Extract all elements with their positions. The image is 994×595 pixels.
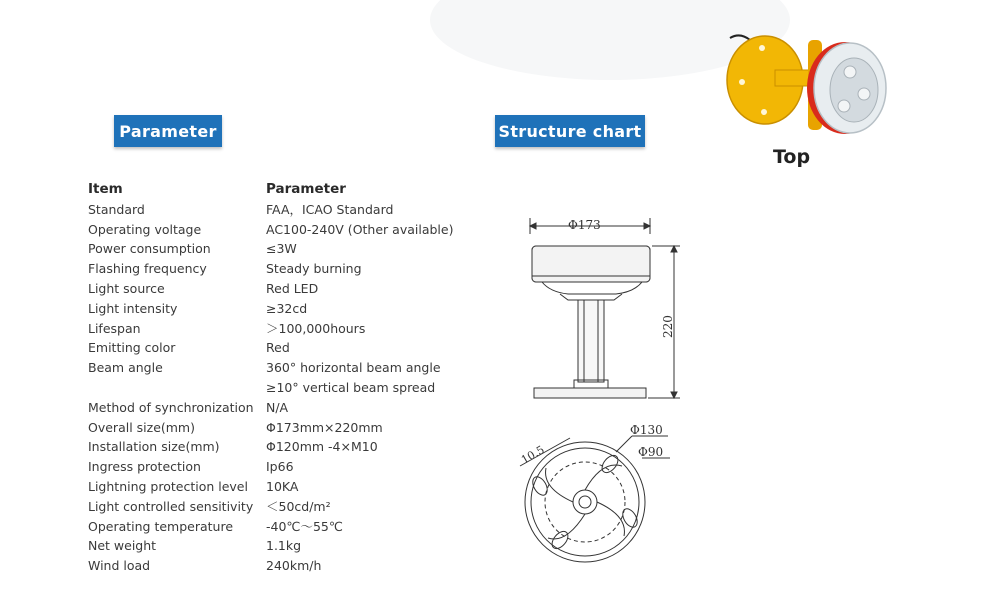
row-value: Φ173mm×220mm	[266, 419, 383, 435]
row-value: AC100-240V (Other available)	[266, 221, 454, 237]
dim-diameter-label: Φ173	[568, 218, 601, 232]
row-item: Power consumption	[88, 241, 211, 257]
row-value: FAA，ICAO Standard	[266, 201, 394, 217]
dim-outer-label: Φ130	[630, 423, 663, 437]
row-value: ≥10° vertical beam spread	[266, 379, 436, 395]
row-item: Beam angle	[88, 360, 163, 376]
top-view-drawing	[510, 420, 690, 580]
row-value: Red	[266, 340, 290, 356]
row-item: Lifespan	[88, 320, 141, 336]
row-value: -40℃～55℃	[266, 518, 343, 534]
row-item: Lightning protection level	[88, 478, 248, 494]
row-item: Installation size(mm)	[88, 439, 220, 455]
row-value: ≤3W	[266, 241, 297, 257]
base-flange	[534, 388, 646, 398]
dim-offset-label: 10.5	[519, 443, 547, 467]
row-item: Ingress protection	[88, 459, 201, 475]
row-item: Operating voltage	[88, 221, 202, 237]
side-view-drawing	[520, 210, 720, 410]
row-item: Method of synchronization	[88, 399, 254, 415]
row-value: Ip66	[266, 459, 294, 475]
row-value: 1.1kg	[266, 538, 302, 554]
row-item: Standard	[88, 201, 145, 217]
row-value: Red LED	[266, 280, 319, 296]
row-item: Emitting color	[88, 340, 176, 356]
structure-chart-section-button[interactable]: Structure chart	[495, 115, 645, 147]
row-value: ＜50cd/m²	[266, 498, 331, 514]
row-value: Φ120mm -4×M10	[266, 439, 378, 455]
center-hub	[573, 490, 597, 514]
row-value: ＞100,000hours	[266, 320, 366, 336]
row-item: Overall size(mm)	[88, 419, 195, 435]
row-value: ≥32cd	[266, 300, 308, 316]
row-item: Operating temperature	[88, 518, 234, 534]
row-item: Light controlled sensitivity	[88, 498, 254, 514]
dim-inner-label: Φ90	[638, 445, 664, 459]
header-parameter: Parameter	[266, 181, 346, 197]
row-item: Net weight	[88, 538, 157, 554]
row-value: 360° horizontal beam angle	[266, 360, 441, 376]
parameter-section-button[interactable]: Parameter	[114, 115, 222, 147]
row-value: N/A	[266, 399, 289, 415]
cable	[730, 35, 750, 40]
photo-caption: Top	[773, 146, 811, 168]
row-item: Wind load	[88, 558, 151, 574]
row-item: Light intensity	[88, 300, 178, 316]
header-item: Item	[88, 181, 123, 197]
row-value: 10KA	[266, 478, 299, 494]
dim-height-label: 220	[661, 315, 675, 338]
row-value: 240km/h	[266, 558, 322, 574]
mast	[578, 300, 604, 382]
row-item: Light source	[88, 280, 165, 296]
row-value: Steady burning	[266, 261, 362, 277]
row-item: Flashing frequency	[88, 261, 207, 277]
product-photo	[720, 10, 890, 160]
